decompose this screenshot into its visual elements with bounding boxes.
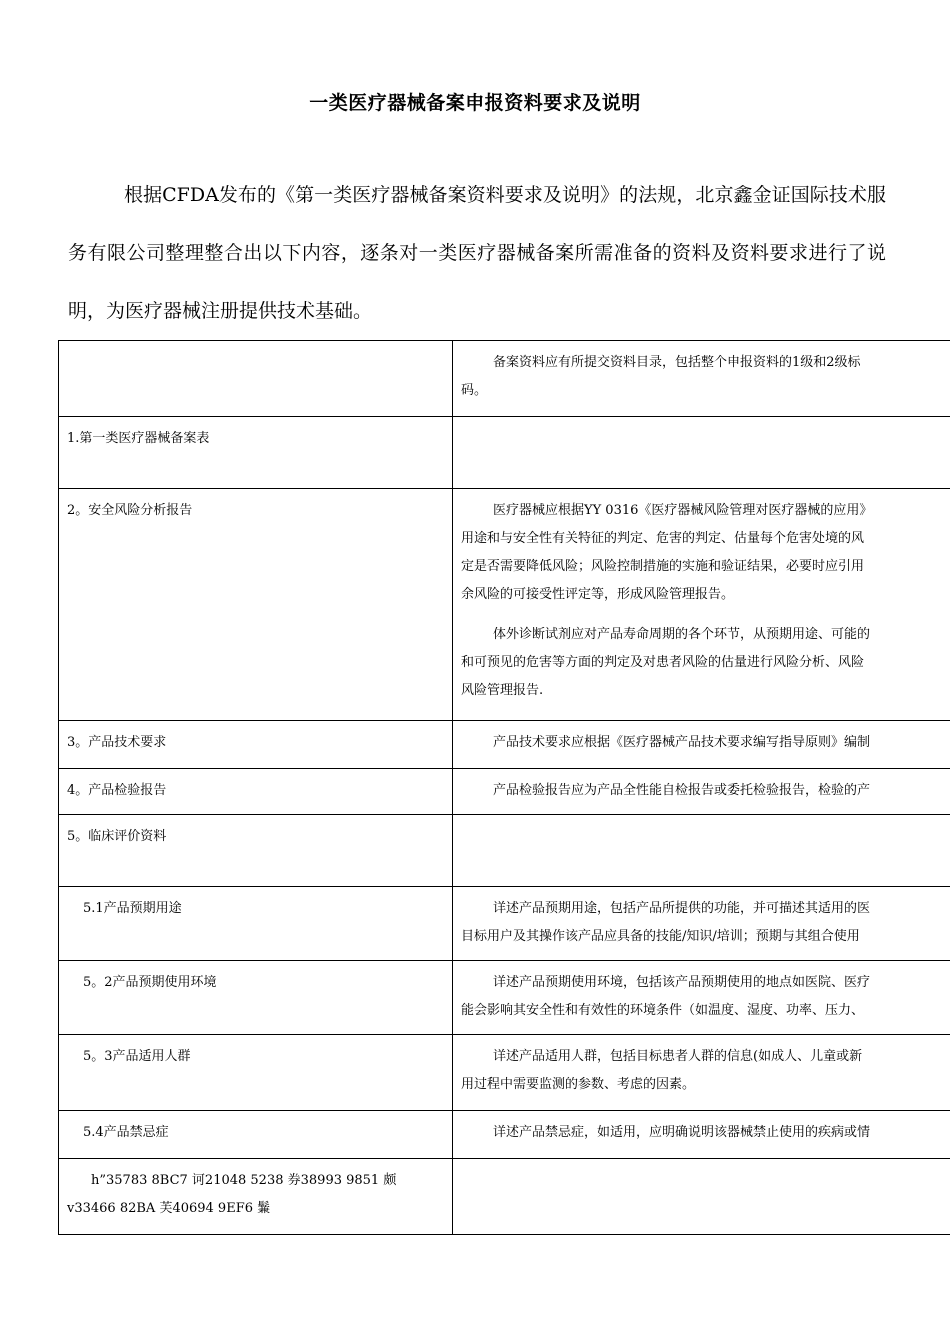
description-line: 备案资料应有所提交资料目录，包括整个申报资料的1级和2级标 [493, 355, 861, 370]
description-line: 产品检验报告应为产品全性能自检报告或委托检验报告，检验的产 [493, 783, 871, 798]
description-line: 体外诊断试剂应对产品寿命周期的各个环节，从预期用途、可能的 [493, 627, 871, 642]
table-row [59, 1111, 950, 1159]
row-label: 5.1产品预期用途 [59, 887, 453, 961]
row-description [453, 1035, 950, 1111]
description-line: 定是否需要降低风险；风险控制措施的实施和验证结果，必要时应引用 [461, 559, 865, 574]
document-title: 一类医疗器械备案申报资料要求及说明 [309, 92, 641, 114]
row-description [453, 1159, 950, 1235]
garbled-line: h”35783 8BC7 诃21048 5238 券38993 9851 颇 [91, 1173, 397, 1188]
row-label: 5。2产品预期使用环境 [59, 961, 453, 1035]
row-description [453, 961, 950, 1035]
description-line: 用途和与安全性有关特征的判定、危害的判定、估量每个危害处境的风 [461, 531, 865, 546]
table-row [59, 1035, 950, 1111]
requirements-table [58, 340, 950, 1235]
row-description [453, 815, 950, 887]
row-description [453, 341, 950, 417]
row-label [59, 341, 453, 417]
garbled-line: v33466 82BA 芙40694 9EF6 鬑 [67, 1201, 271, 1216]
description-line: 和可预见的危害等方面的判定及对患者风险的估量进行风险分析、风险 [461, 655, 865, 670]
description-line: 详述产品预期用途，包括产品所提供的功能，并可描述其适用的医 [493, 901, 871, 916]
row-label: 5。3产品适用人群 [59, 1035, 453, 1111]
table-row [59, 815, 950, 887]
intro-paragraph: 根据CFDA发布的《第一类医疗器械备案资料要求及说明》的法规，北京鑫金证国际技术服务有限公司整理整合出以下内容，逐条对一类医疗器械备案所需准备的资料及资料要求进行了说明，为医疗器械注册提供技术基础。 [68, 184, 886, 322]
description-line: 风险管理报告. [461, 683, 544, 698]
row-label: 4。产品检验报告 [59, 769, 453, 815]
row-label: 3。产品技术要求 [59, 721, 453, 769]
row-description [453, 1111, 950, 1159]
description-line: 码。 [461, 383, 488, 398]
row-description [453, 417, 950, 489]
row-label: 5。临床评价资料 [59, 815, 453, 887]
description-line: 余风险的可接受性评定等，形成风险管理报告。 [461, 587, 735, 602]
row-label: 2。安全风险分析报告 [59, 489, 453, 721]
row-description [453, 721, 950, 769]
row-label: 1.第一类医疗器械备案表 [59, 417, 453, 489]
description-line: 产品技术要求应根据《医疗器械产品技术要求编写指导原则》编制 [493, 735, 871, 750]
row-description [453, 769, 950, 815]
table-row [59, 769, 950, 815]
table-row [59, 489, 950, 721]
description-line: 能会影响其安全性和有效性的环境条件（如温度、湿度、功率、压力、 [461, 1003, 865, 1018]
description-line: 目标用户及其操作该产品应具备的技能/知识/培训；预期与其组合使用 [461, 929, 860, 944]
table-row [59, 887, 950, 961]
row-description [453, 489, 950, 721]
table-row [59, 341, 950, 417]
garbled-text-cell [59, 1159, 453, 1235]
table-row [59, 721, 950, 769]
description-line: 用过程中需要监测的参数、考虑的因素。 [461, 1077, 696, 1092]
table-row [59, 1159, 950, 1235]
table-row [59, 417, 950, 489]
description-line: 详述产品禁忌症，如适用，应明确说明该器械禁止使用的疾病或情 [493, 1125, 871, 1140]
row-description [453, 887, 950, 961]
row-label: 5.4产品禁忌症 [59, 1111, 453, 1159]
description-line: 详述产品适用人群，包括目标患者人群的信息(如成人、儿童或新 [493, 1049, 863, 1064]
description-line: 详述产品预期使用环境，包括该产品预期使用的地点如医院、医疗 [493, 975, 871, 990]
table-row [59, 961, 950, 1035]
description-line: 医疗器械应根据YY 0316《医疗器械风险管理对医疗器械的应用》 [493, 503, 873, 518]
